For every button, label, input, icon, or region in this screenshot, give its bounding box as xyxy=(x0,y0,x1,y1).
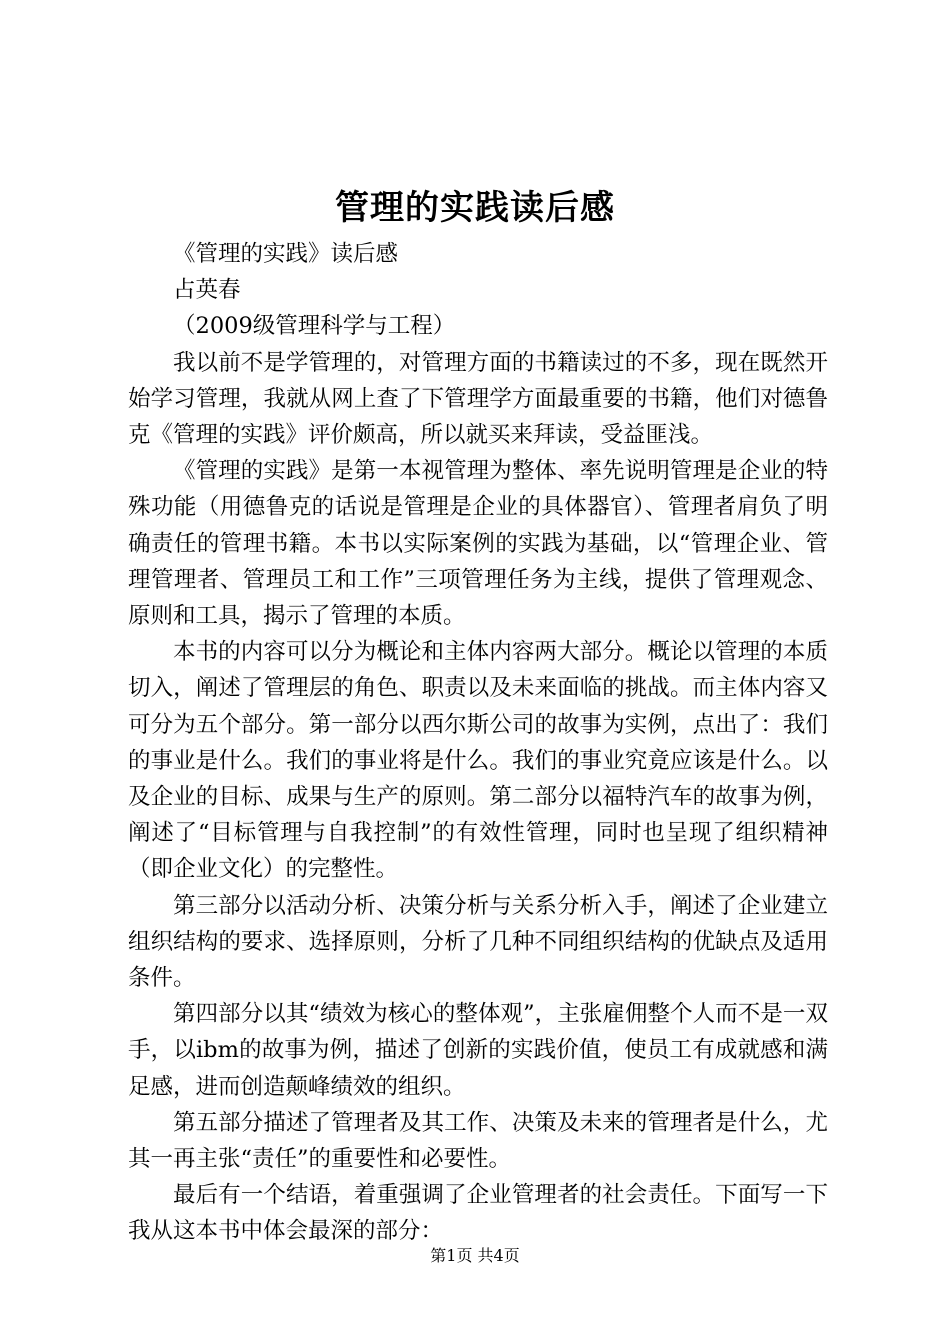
body-paragraph: 最后有一个结语，着重强调了企业管理者的社会责任。下面写一下我从这本书中体会最深的部分： xyxy=(128,1182,828,1245)
affiliation-paragraph: （2009级管理科学与工程） xyxy=(173,313,456,340)
document-title: 管理的实践读后感 xyxy=(335,188,615,228)
body-paragraph: 第三部分以活动分析、决策分析与关系分析入手，阐述了企业建立组织结构的要求、选择原则，分析了几种不同组织结构的优缺点及适用条件。 xyxy=(128,892,828,992)
body-paragraph: 《管理的实践》是第一本视管理为整体、率先说明管理是企业的特殊功能（用德鲁克的话说是管理是企业的具体器官）、管理者肩负了明确责任的管理书籍。本书以实际案例的实践为基础，以“管理企业、管理管理者、管理员工和工作”三项管理任务为主线，提供了管理观念、原则和工具，揭示了管理的本质。 xyxy=(128,458,828,630)
body-paragraph: 第五部分描述了管理者及其工作、决策及未来的管理者是什么，尤其一再主张“责任”的重要性和必要性。 xyxy=(128,1109,828,1173)
page-number-footer: 第1页 共4页 xyxy=(430,1246,520,1265)
body-paragraph: 我以前不是学管理的，对管理方面的书籍读过的不多，现在既然开始学习管理，我就从网上查了下管理学方面最重要的书籍，他们对德鲁克《管理的实践》评价颇高，所以就买来拜读，受益匪浅。 xyxy=(128,349,828,449)
document-body xyxy=(128,236,828,1250)
body-paragraph: 本书的内容可以分为概论和主体内容两大部分。概论以管理的本质切入，阐述了管理层的角色、职责以及未来面临的挑战。而主体内容又可分为五个部分。第一部分以西尔斯公司的故事为实例，点出了：我们的事业是什么。我们的事业将是什么。我们的事业究竟应该是什么。以及企业的目标、成果与生产的原则。第二部分以福特汽车的故事为例，阐述了“目标管理与自我控制”的有效性管理，同时也呈现了组织精神（即企业文化）的完整性。 xyxy=(128,639,828,883)
body-paragraph: 第四部分以其“绩效为核心的整体观”，主张雇佣整个人而不是一双手，以ibm的故事为例，描述了创新的实践价值，使员工有成就感和满足感，进而创造颠峰绩效的组织。 xyxy=(128,1001,828,1100)
subtitle-paragraph: 《管理的实践》读后感 xyxy=(173,241,399,267)
author-paragraph: 占英春 xyxy=(173,277,241,304)
